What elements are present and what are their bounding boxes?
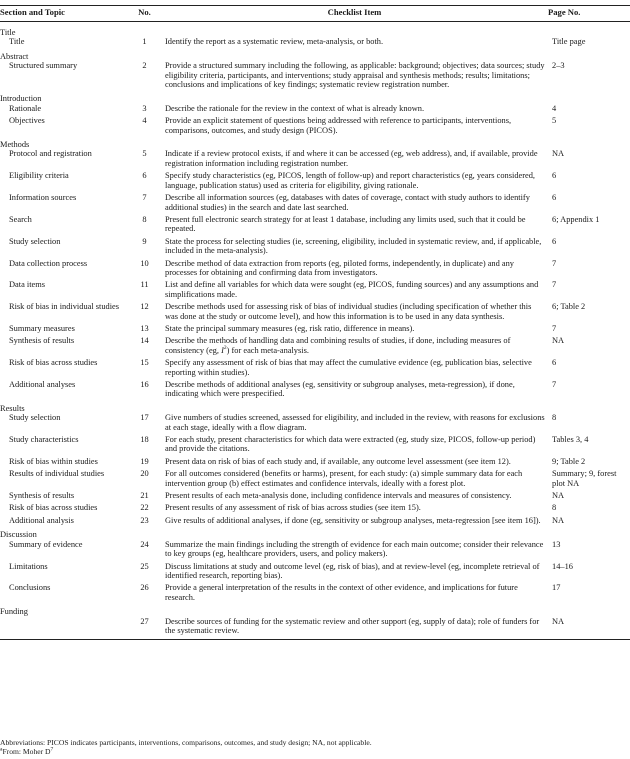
header-number: No. — [128, 6, 161, 22]
section-heading: Results — [0, 403, 25, 413]
item-cell: Describe methods of additional analyses (eg, sensitivity or subgroup analyses, meta-regression), if done, indicating which were prespecified. — [165, 380, 515, 399]
table-row — [0, 61, 630, 92]
table-row — [0, 336, 630, 358]
section-row — [0, 22, 630, 38]
table-row — [0, 617, 630, 640]
topic-cell: Data collection process — [9, 258, 88, 268]
page-cell: 5 — [552, 116, 557, 126]
table-header — [0, 6, 630, 22]
table-row — [0, 280, 630, 302]
page-cell: 7 — [552, 323, 557, 333]
number-cell: 15 — [140, 358, 149, 368]
number-cell: 1 — [142, 37, 147, 47]
section-row — [0, 605, 630, 616]
page-cell: NA — [552, 491, 565, 501]
item-cell: Summarize the main findings including the strength of evidence for each main outcome; consider their relevance to key groups (eg, healthcare providers, users, and policy makers). — [165, 539, 544, 559]
source-note — [0, 747, 630, 756]
item-cell: Give numbers of studies screened, assessed for eligibility, and included in the review, with reasons for exclusions at each stage, ideally with a flow diagram. — [165, 413, 545, 432]
number-cell: 5 — [142, 149, 147, 159]
page-cell: 17 — [552, 583, 561, 593]
page-cell: NA — [552, 515, 565, 525]
section-heading: Funding — [0, 607, 28, 617]
page-cell: 8 — [552, 503, 557, 513]
page-cell: 14–16 — [552, 561, 573, 571]
page-cell: 9; Table 2 — [552, 456, 586, 466]
table-row — [0, 171, 630, 193]
number-cell: 11 — [140, 280, 149, 290]
page-cell: 6; Appendix 1 — [552, 214, 600, 224]
item-cell: Describe the methods of handling data and combining results of studies, if done, including measures of consistency (eg, $I^2$) for each meta-analysis. — [165, 336, 511, 355]
topic-cell: Additional analyses — [9, 380, 76, 389]
table-row — [0, 562, 630, 584]
item-cell: For each study, present characteristics for which data were extracted (eg, study size, PICOS, follow-up period) and provide the citations. — [165, 435, 536, 454]
topic-cell: Results of individual studies — [9, 469, 105, 479]
section-heading: Discussion — [0, 530, 37, 540]
item-cell: Describe method of data extraction from reports (eg, piloted forms, independently, in duplicate) and any processes for obtaining and confirming data from investigators. — [165, 258, 514, 277]
number-cell: 6 — [142, 171, 147, 181]
item-cell: State the process for selecting studies (ie, screening, eligibility, included in systematic review, and, if applicable, included in the meta-analysis). — [165, 236, 542, 256]
page-cell: 7 — [552, 280, 557, 290]
table-row — [0, 503, 630, 515]
topic-cell: Risk of bias across studies — [9, 503, 98, 513]
section-heading: Methods — [0, 140, 30, 150]
header-page-number: Page No. — [548, 6, 630, 22]
table-row — [0, 237, 630, 259]
section-row — [0, 402, 630, 413]
number-cell: 4 — [142, 116, 147, 126]
number-cell: 18 — [140, 435, 149, 445]
source-text: From: Moher D — [2, 747, 51, 756]
page-cell: NA — [548, 617, 630, 640]
section-row — [0, 138, 630, 149]
table-row — [0, 37, 630, 49]
item-cell: Describe all information sources (eg, databases with dates of coverage, contact with study authors to identify additional studies) in the search and date last searched. — [165, 193, 530, 212]
page-cell: 4 — [552, 103, 557, 113]
topic-cell: Structured summary — [9, 61, 78, 71]
page-cell: NA — [552, 149, 565, 159]
page-cell: 6 — [552, 193, 557, 203]
page-cell: 8 — [552, 413, 557, 423]
section-heading: Abstract — [0, 51, 29, 61]
topic-cell: Rationale — [9, 103, 42, 113]
number-cell: 25 — [140, 561, 149, 571]
topic-cell: Search — [9, 214, 32, 224]
page-cell: 6; Table 2 — [552, 302, 586, 312]
table-row — [0, 583, 630, 605]
table-row — [0, 259, 630, 281]
number-cell: 17 — [140, 413, 149, 423]
page-cell: Summary; 9, forest plot NA — [552, 469, 617, 488]
number-cell: 7 — [142, 193, 147, 203]
section-heading: Introduction — [0, 94, 42, 104]
topic-cell: Risk of bias within studies — [9, 456, 98, 466]
item-cell: Describe the rationale for the review in the context of what is already known. — [165, 103, 425, 113]
table-footnotes — [0, 738, 630, 756]
table-row — [0, 193, 630, 215]
item-cell: Present results of each meta-analysis done, including confidence intervals and measures of consistency. — [165, 491, 512, 501]
topic-cell: Limitations — [9, 561, 48, 571]
topic-cell: Data items — [9, 280, 46, 290]
number-cell: 23 — [140, 515, 149, 525]
item-cell: List and define all variables for which data were sought (eg, PICOS, funding sources) and any assumptions and simplifications made. — [165, 280, 539, 299]
item-cell: Provide an explicit statement of questions being addressed with reference to participants, interventions, comparisons, outcomes, and study design (PICOS). — [165, 116, 512, 135]
number-cell: 24 — [140, 539, 149, 549]
topic-cell: Summary measures — [9, 323, 75, 333]
table-row — [0, 540, 630, 562]
table-row — [0, 457, 630, 469]
page-cell: 6 — [552, 171, 557, 181]
page-cell: 7 — [552, 258, 557, 268]
table-row — [0, 215, 630, 237]
header-checklist-item: Checklist Item — [161, 6, 548, 22]
item-cell: Discuss limitations at study and outcome level (eg, risk of bias), and at review-level (eg, incomplete retrieval of identified research, reporting bias). — [165, 561, 540, 580]
number-cell: 10 — [140, 258, 149, 268]
page-cell: 6 — [552, 358, 557, 368]
section-heading: Title — [0, 28, 16, 37]
table-row — [0, 358, 630, 380]
number-cell: 9 — [142, 236, 147, 246]
topic-cell: Summary of evidence — [9, 539, 83, 549]
page-cell: 7 — [552, 380, 557, 389]
topic-cell: Study characteristics — [9, 435, 79, 445]
number-cell: 16 — [140, 380, 149, 389]
topic-cell: Eligibility criteria — [9, 171, 69, 181]
number-cell: 27 — [128, 617, 161, 640]
topic-cell: Objectives — [9, 116, 45, 126]
page-cell: Tables 3, 4 — [552, 435, 589, 445]
item-cell: Give results of additional analyses, if done (eg, sensitivity or subgroup analyses, meta-regression [see item 16]). — [165, 515, 541, 525]
header-section-topic: Section and Topic — [0, 6, 128, 22]
table-row — [0, 149, 630, 171]
source-reference: 7 — [50, 746, 54, 753]
section-row — [0, 50, 630, 61]
page-cell: NA — [552, 336, 565, 346]
number-cell: 21 — [140, 491, 149, 501]
topic-cell: Study selection — [9, 236, 61, 246]
item-cell: Present full electronic search strategy for at least 1 database, including any limits used, such that it could be repeated. — [165, 214, 526, 234]
item-cell: Present data on risk of bias of each study and, if available, any outcome level assessment (see item 12). — [165, 456, 511, 466]
item-cell: Indicate if a review protocol exists, if and where it can be accessed (eg, web address), and, if available, provide registration information including registration number. — [165, 149, 538, 168]
table-row — [0, 302, 630, 324]
topic-cell: Study selection — [9, 413, 61, 423]
topic-cell: Protocol and registration — [9, 149, 92, 159]
item-cell: For all outcomes considered (benefits or harms), present, for each study: (a) simple summary data for each intervention group (b) effect estimates and confidence intervals, ideally with a forest plot. — [165, 469, 523, 488]
number-cell: 22 — [140, 503, 149, 513]
item-cell: Describe sources of funding for the systematic review and other support (eg, supply of data); role of funders for the systematic review. — [161, 617, 548, 640]
table-row — [0, 435, 630, 457]
item-cell: Provide a structured summary including the following, as applicable: background; objectives; data sources; study eligibility criteria, participants, and interventions; study appraisal and synthesis methods; results; limitations; conclusions and implications of key findings; systematic review registration number. — [165, 61, 545, 90]
topic-cell: Synthesis of results — [9, 491, 75, 501]
page-cell: 13 — [552, 539, 561, 549]
table-row — [0, 104, 630, 116]
number-cell: 13 — [140, 323, 149, 333]
item-cell: State the principal summary measures (eg, risk ratio, difference in means). — [165, 323, 415, 333]
table-row — [0, 116, 630, 138]
page-cell: 2–3 — [552, 61, 565, 71]
prisma-checklist-table — [0, 5, 630, 640]
table-body — [0, 22, 630, 640]
item-cell: Present results of any assessment of risk of bias across studies (see item 15). — [165, 503, 421, 513]
number-cell: 19 — [140, 456, 149, 466]
page-cell: Title page — [552, 37, 586, 47]
item-cell: Specify study characteristics (eg, PICOS, length of follow-up) and report characteristics (eg, years considered, language, publication status) used as criteria for eligibility, giving rationale. — [165, 171, 536, 190]
number-cell: 20 — [140, 469, 149, 479]
number-cell: 12 — [140, 302, 149, 312]
topic-cell: Risk of bias across studies — [9, 358, 98, 368]
number-cell: 8 — [142, 214, 147, 224]
number-cell: 2 — [142, 61, 147, 71]
abbreviations-note: Abbreviations: PICOS indicates participants, interventions, comparisons, outcomes, and study design; NA, not applicable. — [0, 738, 372, 747]
table-row — [0, 380, 630, 402]
topic-cell: Conclusions — [9, 583, 51, 593]
topic-cell: Risk of bias in individual studies — [9, 302, 120, 312]
item-cell: Identify the report as a systematic review, meta-analysis, or both. — [165, 37, 384, 47]
table-row — [0, 516, 630, 528]
topic-cell: Additional analysis — [9, 515, 74, 525]
item-cell: Provide a general interpretation of the results in the context of other evidence, and implications for future research. — [165, 583, 518, 602]
topic-cell: Synthesis of results — [9, 336, 75, 346]
table-row — [0, 469, 630, 491]
topic-cell: Title — [9, 37, 25, 47]
number-cell: 3 — [142, 103, 147, 113]
table-row — [0, 413, 630, 435]
table-row — [0, 324, 630, 336]
number-cell: 26 — [140, 583, 149, 593]
source-marker: a — [0, 746, 3, 753]
item-cell: Describe methods used for assessing risk of bias of individual studies (including specification of whether this was done at the study or outcome level), and how this information is to be used in any data synthesis. — [165, 302, 532, 321]
item-cell: Specify any assessment of risk of bias that may affect the cumulative evidence (eg, publication bias, selective reporting within studies). — [165, 358, 532, 377]
table-row — [0, 491, 630, 503]
section-row — [0, 92, 630, 103]
section-row — [0, 528, 630, 539]
number-cell: 14 — [140, 336, 149, 346]
topic-cell: Information sources — [9, 193, 77, 203]
topic-cell — [0, 617, 128, 640]
page-cell: 6 — [552, 236, 557, 246]
